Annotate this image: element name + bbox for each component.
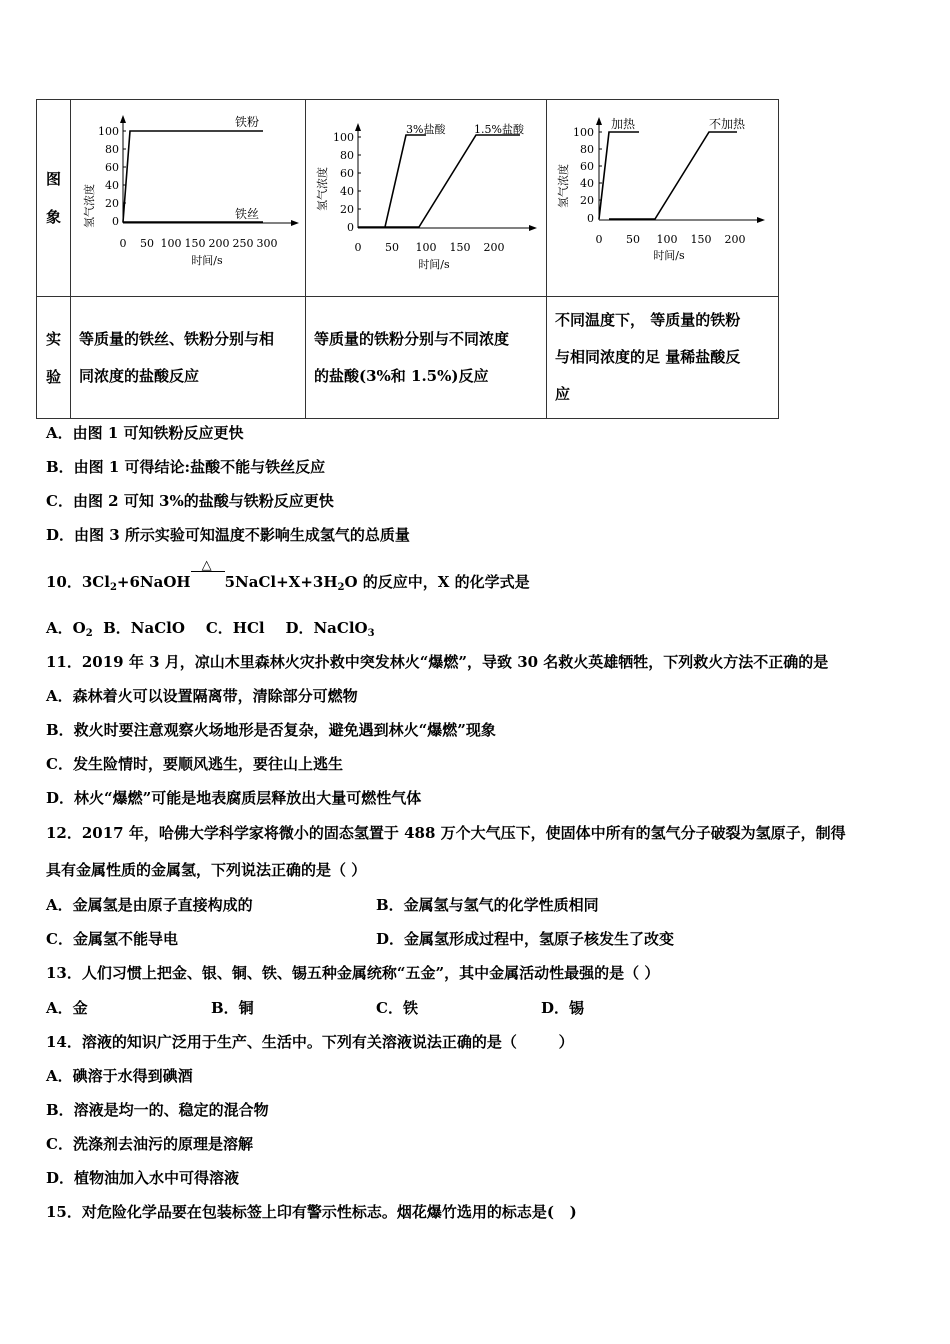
svg-text:0: 0 — [119, 236, 127, 250]
experiment-2-desc: 等质量的铁粉分别与不同浓度 的盐酸(3%和 1.5%)反应 — [306, 297, 547, 419]
svg-text:1.5%盐酸: 1.5%盐酸 — [474, 122, 524, 136]
q11-option-d: D．林火“爆燃”可能是地表腐质层释放出大量可燃性气体 — [46, 789, 422, 807]
svg-text:100: 100 — [415, 240, 437, 254]
svg-text:时间/s: 时间/s — [653, 248, 685, 262]
svg-text:250: 250 — [232, 236, 254, 250]
q11-option-b: B．救火时要注意观察火场地形是否复杂，避免遇到林火“爆燃”现象 — [46, 721, 496, 739]
svg-text:不加热: 不加热 — [709, 116, 746, 131]
reaction-condition-heat: △ — [191, 572, 225, 592]
q9-option-d: D．由图 3 所示实验可知温度不影响生成氢气的总质量 — [46, 526, 410, 544]
svg-text:加热: 加热 — [611, 116, 636, 131]
svg-text:0: 0 — [347, 220, 354, 234]
graph-1 — [71, 101, 304, 296]
q14-option-c: C．洗涤剂去油污的原理是溶解 — [46, 1135, 253, 1153]
row-label-experiment: 实 验 — [37, 297, 71, 419]
q9-option-c: C．由图 2 可知 3%的盐酸与铁粉反应更快 — [46, 492, 334, 510]
q13-option-c: C．铁 — [376, 999, 418, 1017]
q10-options: A．$O_2$ B．NaClO C．HCl D．NaClO$_3$ — [46, 619, 375, 639]
q13-stem: 13．人们习惯上把金、银、铜、铁、锡五种金属统称“五金”，其中金属活动性最强的是（ ） — [46, 964, 660, 982]
svg-text:40: 40 — [340, 184, 354, 198]
svg-text:0: 0 — [354, 240, 362, 254]
graph-2-3pct-line — [358, 135, 426, 227]
q11-option-a: A．森林着火可以设置隔离带，清除部分可燃物 — [46, 687, 358, 705]
svg-text:200: 200 — [724, 232, 746, 246]
svg-text:60: 60 — [340, 166, 354, 180]
svg-text:300: 300 — [256, 236, 278, 250]
svg-text:100: 100 — [573, 125, 594, 139]
graph-2-cell — [306, 100, 547, 297]
svg-text:20: 20 — [580, 193, 594, 207]
q15-stem: 15．对危险化学品要在包装标签上印有警示性标志。烟花爆竹选用的标志是( ) — [46, 1203, 577, 1221]
svg-text:50: 50 — [385, 240, 399, 254]
q13-option-b: B．铜 — [211, 999, 254, 1017]
graph-3-cell — [547, 100, 779, 297]
svg-text:氢气浓度: 氢气浓度 — [316, 166, 329, 211]
q9-option-b: B．由图 1 可得结论:盐酸不能与铁丝反应 — [46, 458, 326, 476]
svg-text:3%盐酸: 3%盐酸 — [406, 122, 446, 136]
row-label-graph: 图 象 — [37, 100, 71, 297]
q12-stem-line2: 具有金属性质的金属氢，下列说法正确的是（ ） — [46, 861, 367, 879]
q13-option-d: D．锡 — [541, 999, 585, 1017]
svg-text:150: 150 — [449, 240, 471, 254]
graph-3-unheated-line — [609, 132, 737, 219]
q14-option-b: B．溶液是均一的、稳定的混合物 — [46, 1101, 269, 1119]
q12-stem-line1: 12．2017 年，哈佛大学科学家将微小的固态氢置于 488 万个大气压下，使固体中所有的氢气分子破裂为氢原子，制得 — [46, 824, 846, 842]
svg-text:0: 0 — [595, 232, 603, 246]
svg-text:20: 20 — [340, 202, 354, 216]
q14-option-d: D．植物油加入水中可得溶液 — [46, 1169, 240, 1187]
graph-1-cell — [71, 100, 306, 297]
svg-text:80: 80 — [105, 142, 119, 156]
graph-2 — [306, 101, 545, 296]
svg-text:40: 40 — [105, 178, 119, 192]
svg-text:50: 50 — [140, 236, 154, 250]
q14-stem: 14．溶液的知识广泛用于生产、生活中。下列有关溶液说法正确的是（ ） — [46, 1033, 574, 1051]
q10-stem: 10．$3Cl_2+6NaOH$ △ $5NaCl+X+3H_2O$ 的反应中，X 的化学式是 — [46, 558, 530, 593]
graph-1-ylabel: 氢气浓度 — [83, 183, 96, 228]
experiment-1-desc: 等质量的铁丝、铁粉分别与相 同浓度的盐酸反应 — [71, 297, 306, 419]
svg-text:0: 0 — [587, 211, 594, 225]
svg-text:200: 200 — [483, 240, 505, 254]
q12-option-b: B．金属氢与氢气的化学性质相同 — [376, 896, 599, 914]
svg-text:氢气浓度: 氢气浓度 — [557, 163, 570, 208]
q12-option-a: A．金属氢是由原子直接构成的 — [46, 896, 253, 914]
svg-text:40: 40 — [580, 176, 594, 190]
svg-text:60: 60 — [580, 159, 594, 173]
svg-text:20: 20 — [105, 196, 119, 210]
svg-text:100: 100 — [333, 130, 354, 144]
graph-row — [37, 100, 779, 297]
experiment-3-desc: 不同温度下， 等质量的铁粉 与相同浓度的足 量稀盐酸反 应 — [547, 297, 779, 419]
svg-text:80: 80 — [580, 142, 594, 156]
svg-text:100: 100 — [98, 124, 119, 138]
graph-2-1.5pct-line — [385, 135, 520, 227]
svg-text:铁粉: 铁粉 — [235, 114, 260, 129]
experiment-row — [37, 297, 779, 419]
svg-text:200: 200 — [208, 236, 230, 250]
q13-option-a: A．金 — [46, 999, 88, 1017]
svg-text:80: 80 — [340, 148, 354, 162]
svg-text:时间/s: 时间/s — [418, 257, 450, 271]
experiment-table — [36, 99, 779, 419]
graph-3-heated-line — [599, 132, 639, 219]
svg-text:时间/s: 时间/s — [191, 253, 223, 267]
svg-text:100: 100 — [656, 232, 678, 246]
q11-option-c: C．发生险情时，要顺风逃生，要往山上逃生 — [46, 755, 343, 773]
q12-option-c: C．金属氢不能导电 — [46, 930, 178, 948]
svg-text:50: 50 — [626, 232, 640, 246]
q14-option-a: A．碘溶于水得到碘酒 — [46, 1067, 193, 1085]
q12-option-d: D．金属氢形成过程中，氢原子核发生了改变 — [376, 930, 675, 948]
svg-text:0: 0 — [112, 214, 119, 228]
graph-3 — [547, 101, 777, 296]
q9-option-a: A．由图 1 可知铁粉反应更快 — [46, 424, 244, 442]
svg-text:150: 150 — [690, 232, 712, 246]
svg-text:150: 150 — [184, 236, 206, 250]
svg-text:铁丝: 铁丝 — [235, 206, 260, 221]
q11-stem: 11．2019 年 3 月，凉山木里森林火灾扑救中突发林火“爆燃”，导致 30 名救火英雄牺牲，下列救火方法不正确的是 — [46, 653, 829, 671]
svg-text:100: 100 — [160, 236, 182, 250]
svg-text:60: 60 — [105, 160, 119, 174]
